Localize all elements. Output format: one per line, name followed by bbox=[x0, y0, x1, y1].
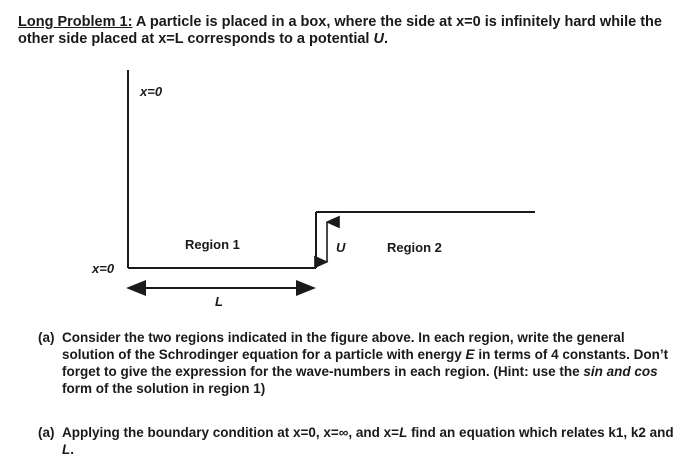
potential-symbol: U bbox=[373, 31, 384, 47]
potential-well-figure bbox=[0, 60, 700, 310]
question-text-part: find an equation which relates k1, k2 and bbox=[407, 425, 674, 440]
question-marker: (a) bbox=[38, 425, 55, 440]
question-text-part: form of the solution in region 1) bbox=[62, 381, 266, 396]
problem-statement bbox=[18, 14, 678, 48]
length-symbol: L bbox=[62, 442, 71, 457]
region2-label: Region 2 bbox=[387, 240, 442, 255]
energy-symbol: E bbox=[465, 347, 475, 362]
question-text bbox=[62, 424, 678, 458]
problem-text-end: . bbox=[383, 31, 388, 47]
potential-U-label: U bbox=[336, 240, 346, 255]
top-x0-label: x=0 bbox=[140, 84, 163, 99]
question-text-part: Consider the two regions indicated in the figure above. In each region, write the general solution of the Schrodinger equation for a particle with energy bbox=[62, 330, 625, 362]
question-text-part: . bbox=[70, 442, 75, 457]
question-text-part: Applying the boundary condition at x=0, x=∞, and x= bbox=[62, 425, 400, 440]
problem-title: Long Problem 1: bbox=[18, 14, 133, 30]
question-marker: (a) bbox=[38, 330, 55, 345]
problem-text: A particle is placed in a box, where the side at x=0 is infinitely hard while the other side placed at x=L corresponds to a potential bbox=[18, 14, 662, 47]
length-symbol: L bbox=[399, 425, 408, 440]
question-a-boundary-conditions bbox=[38, 424, 678, 458]
question-text bbox=[62, 329, 678, 397]
length-L-label: L bbox=[215, 294, 223, 309]
question-text-part: in terms of 4 constants. Don’t forget to give the expression for the wave-numbers in each region. (Hint: use the bbox=[62, 347, 669, 379]
sin-cos-text: sin and cos bbox=[583, 364, 658, 379]
region1-label: Region 1 bbox=[185, 237, 240, 252]
question-a-general-solution bbox=[38, 329, 678, 397]
left-x0-label: x=0 bbox=[92, 261, 115, 276]
